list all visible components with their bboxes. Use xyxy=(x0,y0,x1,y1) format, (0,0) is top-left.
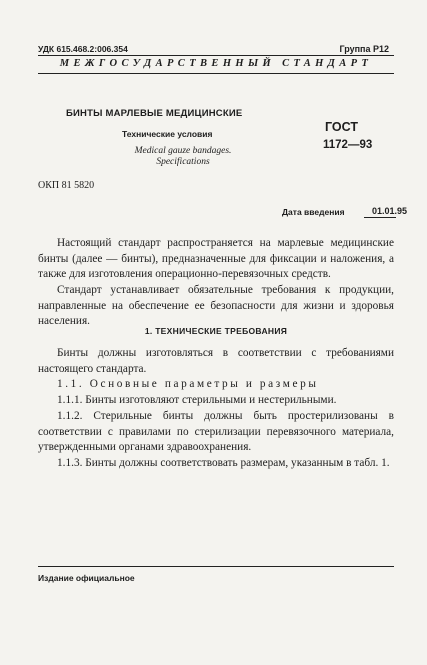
clause-1-1-heading: 1.1. Основные параметры и размеры xyxy=(57,378,319,390)
udk-code: УДК 615.468.2:006.354 xyxy=(38,44,128,54)
edition-note: Издание официальное xyxy=(38,573,135,583)
header-rule-top xyxy=(38,55,394,56)
gost-number: 1172—93 xyxy=(323,139,373,151)
paragraph-requirements: Стандарт устанавливает обязательные требования к продукции, направленные на обеспечение ее безопасности для жизни и здоровья населения. xyxy=(38,284,394,327)
document-subtitle: Технические условия xyxy=(122,129,213,139)
intro-date-label: Дата введения xyxy=(282,207,345,217)
footer-rule xyxy=(38,566,394,567)
english-title xyxy=(108,146,258,168)
paragraph-manufacture: Бинты должны изготовляться в соответствии с требованиями настоящего стандарта. xyxy=(38,347,394,375)
standard-type-heading: МЕЖГОСУДАРСТВЕННЫЙ СТАНДАРТ xyxy=(59,58,373,69)
paragraph-scope: Настоящий стандарт распространяется на марлевые медицинские бинты (далее — бинты), предназначенные для фиксации и наложения, а также для изготовления операционно-перевязочных средств. xyxy=(38,237,394,280)
clause-1-1-3: 1.1.3. Бинты должны соответствовать размерам, указанным в табл. 1. xyxy=(57,457,390,469)
gost-label: ГОСТ xyxy=(325,120,358,134)
section-heading: 1. ТЕХНИЧЕСКИЕ ТРЕБОВАНИЯ xyxy=(144,326,288,336)
group-code: Группа Р12 xyxy=(339,44,389,54)
okp-code: ОКП 81 5820 xyxy=(38,180,95,191)
document-title: БИНТЫ МАРЛЕВЫЕ МЕДИЦИНСКИЕ xyxy=(66,108,243,119)
intro-date-value: 01.01.95 xyxy=(372,206,408,216)
header-rule-bottom xyxy=(38,73,394,74)
intro-date-underline xyxy=(364,217,396,218)
clause-1-1-2: 1.1.2. Стерильные бинты должны быть простерилизованы в соответствии с правилами по стерилизации перевязочного материала, утвержденными органами здравоохранения. xyxy=(38,410,394,453)
english-title-line1: Medical gauze bandages. xyxy=(134,146,232,156)
clause-1-1-1: 1.1.1. Бинты изготовляют стерильными и нестерильными. xyxy=(57,394,337,406)
english-title-line2: Specifications xyxy=(156,157,210,167)
